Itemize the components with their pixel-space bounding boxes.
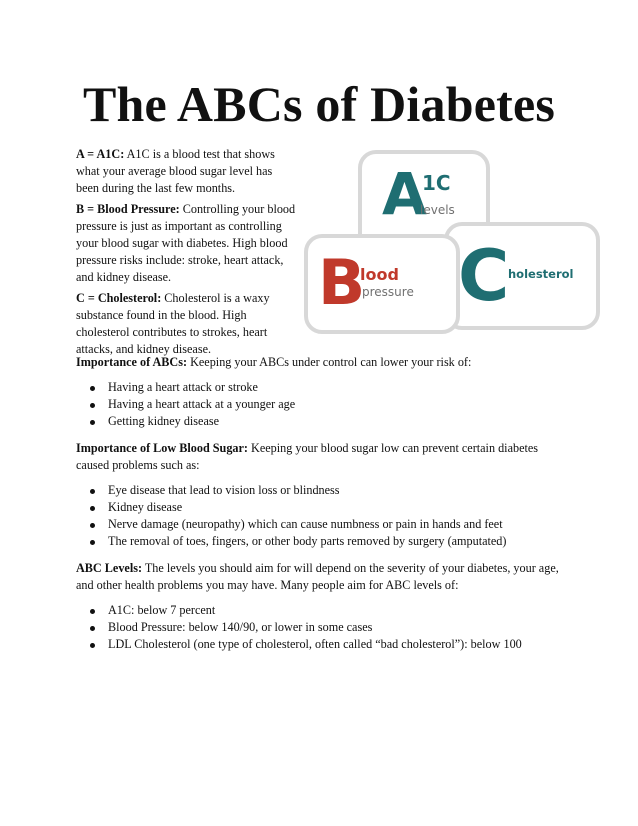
cholesterol-label: C = Cholesterol: — [76, 291, 162, 305]
abc-levels-label: ABC Levels: — [76, 561, 143, 575]
main-content — [76, 354, 560, 663]
bullet-dot-icon — [90, 386, 95, 391]
list-item: Getting kidney disease — [76, 413, 560, 430]
a1c-text: A1C is a blood test that shows what your average blood sugar level has been during the last few months. — [76, 147, 275, 195]
blood-pressure-text: Controlling your blood pressure is just as important as controlling your blood sugar with diabetes. High blood pressure risks include: stroke, heart attack, and kidney disease. — [76, 202, 296, 284]
abc-levels-text: The levels you should aim for will depend on the severity of your diabetes, your age, and other health problems you may have. Many people aim for ABC levels of: — [76, 561, 559, 592]
list-item: A1C: below 7 percent — [76, 602, 560, 619]
importance-abcs-paragraph — [76, 354, 560, 371]
list-item: LDL Cholesterol (one type of cholesterol, often called “bad cholesterol”): below 100 — [76, 636, 560, 653]
bullet-dot-icon — [90, 643, 95, 648]
b-word-2: pressure — [362, 285, 414, 299]
bullet-dot-icon — [90, 626, 95, 631]
b-letter: B — [318, 246, 366, 319]
bullet-dot-icon — [90, 609, 95, 614]
list-item: Eye disease that lead to vision loss or blindness — [76, 482, 560, 499]
list-item: Having a heart attack at a younger age — [76, 396, 560, 413]
importance-sugar-paragraph — [76, 440, 560, 474]
list-item: Having a heart attack or stroke — [76, 379, 560, 396]
b-word-1: lood — [360, 265, 399, 284]
abc-levels-paragraph — [76, 560, 560, 594]
abc-logo-graphic — [300, 148, 600, 338]
importance-sugar-list — [76, 482, 560, 550]
list-item: Blood Pressure: below 140/90, or lower in some cases — [76, 619, 560, 636]
importance-abcs-label: Importance of ABCs: — [76, 355, 188, 369]
bullet-dot-icon — [90, 523, 95, 528]
importance-sugar-label: Importance of Low Blood Sugar: — [76, 441, 248, 455]
bullet-dot-icon — [90, 403, 95, 408]
abc-levels-list — [76, 602, 560, 653]
intro-section — [76, 146, 296, 362]
bullet-dot-icon — [90, 540, 95, 545]
importance-abcs-list — [76, 379, 560, 430]
a-word: levels — [420, 203, 455, 217]
bullet-dot-icon — [90, 489, 95, 494]
a1c-label: A = A1C: — [76, 147, 125, 161]
c-letter: C — [458, 235, 510, 317]
bullet-dot-icon — [90, 420, 95, 425]
cholesterol-paragraph — [76, 290, 296, 358]
importance-abcs-text: Keeping your ABCs under control can lower your risk of: — [187, 355, 472, 369]
bullet-dot-icon — [90, 506, 95, 511]
blood-pressure-label: B = Blood Pressure: — [76, 202, 180, 216]
importance-sugar-text: Keeping your blood sugar low can prevent certain diabetes caused problems such as: — [76, 441, 539, 472]
blood-pressure-paragraph — [76, 201, 296, 286]
a-superscript: 1C — [422, 171, 451, 195]
list-item: Kidney disease — [76, 499, 560, 516]
c-word: holesterol — [508, 267, 574, 281]
a-letter: A — [382, 160, 427, 228]
list-item: Nerve damage (neuropathy) which can cause numbness or pain in hands and feet — [76, 516, 560, 533]
cholesterol-text: Cholesterol is a waxy substance found in the blood. High cholesterol contributes to strokes, heart attacks, and kidney disease. — [76, 291, 270, 356]
page-title: The ABCs of Diabetes — [82, 76, 556, 132]
list-item: The removal of toes, fingers, or other body parts removed by surgery (amputated) — [76, 533, 560, 550]
a1c-paragraph — [76, 146, 296, 197]
